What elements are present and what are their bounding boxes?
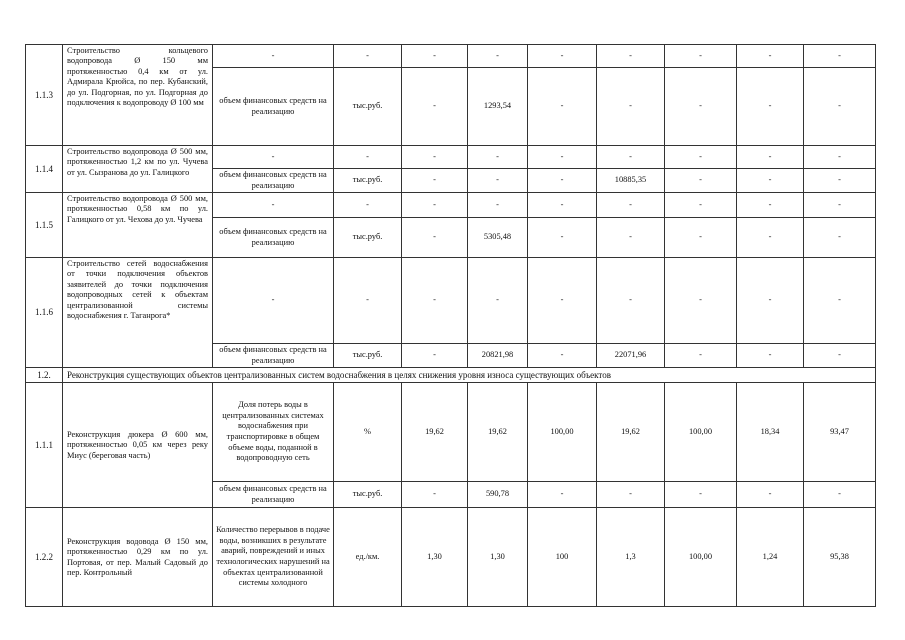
indicator-cell: - xyxy=(213,45,334,68)
value-cell: - xyxy=(665,218,737,258)
unit-cell: тыс.руб. xyxy=(334,482,402,508)
indicator-cell: объем финансовых средств на реализацию xyxy=(213,218,334,258)
program-table xyxy=(25,44,876,607)
value-cell: - xyxy=(804,146,876,169)
value-cell: - xyxy=(402,68,468,146)
value-cell: - xyxy=(468,45,528,68)
unit-cell: тыс.руб. xyxy=(334,218,402,258)
unit-cell: - xyxy=(334,258,402,344)
value-cell: - xyxy=(402,45,468,68)
value-cell: - xyxy=(597,218,665,258)
value-cell: - xyxy=(402,169,468,193)
section-title: Реконструкция существующих объектов централизованных систем водоснабжения в целях снижения уровня износа существующих объектов xyxy=(63,368,876,383)
value-cell: - xyxy=(737,193,804,218)
measure-name: Строительство сетей водоснабжения от точки подключения объектов заявителей до точки подключения водопроводных сетей к объектам централизованной системы водоснабжения г. Таганрога* xyxy=(63,258,213,368)
value-cell: 100,00 xyxy=(528,383,597,482)
value-cell: 100 xyxy=(528,508,597,607)
value-cell: 20821,98 xyxy=(468,344,528,368)
indicator-cell: объем финансовых средств на реализацию xyxy=(213,68,334,146)
value-cell: 18,34 xyxy=(737,383,804,482)
value-cell: - xyxy=(737,169,804,193)
row-number: 1.2.2 xyxy=(26,508,63,607)
value-cell: 1,30 xyxy=(468,508,528,607)
row-number: 1.1.3 xyxy=(26,45,63,146)
unit-cell: тыс.руб. xyxy=(334,344,402,368)
value-cell: - xyxy=(597,45,665,68)
value-cell: - xyxy=(402,146,468,169)
unit-cell: - xyxy=(334,146,402,169)
value-cell: - xyxy=(737,68,804,146)
indicator-cell: - xyxy=(213,146,334,169)
value-cell: 95,38 xyxy=(804,508,876,607)
unit-cell: тыс.руб. xyxy=(334,169,402,193)
value-cell: 1,24 xyxy=(737,508,804,607)
indicator-cell: объем финансовых средств на реализацию xyxy=(213,344,334,368)
indicator-cell: - xyxy=(213,193,334,218)
measure-name: Реконструкция дюкера Ø 600 мм, протяженностью 0,05 км через реку Миус (береговая часть) xyxy=(63,383,213,508)
value-cell: - xyxy=(528,146,597,169)
unit-cell: тыс.руб. xyxy=(334,68,402,146)
value-cell: 19,62 xyxy=(402,383,468,482)
value-cell: 19,62 xyxy=(597,383,665,482)
value-cell: - xyxy=(597,482,665,508)
value-cell: - xyxy=(597,68,665,146)
value-cell: - xyxy=(528,68,597,146)
value-cell: - xyxy=(468,193,528,218)
value-cell: 100,00 xyxy=(665,508,737,607)
value-cell: 19,62 xyxy=(468,383,528,482)
value-cell: - xyxy=(665,344,737,368)
measure-name: Реконструкция водовода Ø 150 мм, протяженностью 0,29 км по ул. Портовая, от пер. Малый Садовый до пер. Контрольный xyxy=(63,508,213,607)
value-cell: - xyxy=(804,45,876,68)
table-row xyxy=(26,193,876,218)
value-cell: 22071,96 xyxy=(597,344,665,368)
value-cell: - xyxy=(665,193,737,218)
value-cell: 590,78 xyxy=(468,482,528,508)
value-cell: - xyxy=(468,258,528,344)
row-number: 1.1.4 xyxy=(26,146,63,193)
section-row xyxy=(26,368,876,383)
table-row xyxy=(26,146,876,169)
value-cell: - xyxy=(665,68,737,146)
value-cell: 1,30 xyxy=(402,508,468,607)
value-cell: - xyxy=(402,344,468,368)
measure-name: Строительство водопровода Ø 500 мм, протяженностью 0,58 км по ул. Галицкого от ул. Чехова до ул. Чучева xyxy=(63,193,213,258)
value-cell: - xyxy=(468,146,528,169)
value-cell: - xyxy=(804,218,876,258)
indicator-cell: объем финансовых средств на реализацию xyxy=(213,482,334,508)
value-cell: - xyxy=(402,218,468,258)
value-cell: - xyxy=(737,218,804,258)
value-cell: - xyxy=(402,482,468,508)
value-cell: - xyxy=(804,258,876,344)
value-cell: - xyxy=(737,146,804,169)
value-cell: - xyxy=(665,258,737,344)
table-row xyxy=(26,508,876,607)
table-row xyxy=(26,258,876,344)
value-cell: - xyxy=(402,193,468,218)
row-number: 1.1.1 xyxy=(26,383,63,508)
value-cell: - xyxy=(468,169,528,193)
value-cell: 93,47 xyxy=(804,383,876,482)
value-cell: - xyxy=(528,482,597,508)
value-cell: - xyxy=(804,482,876,508)
section-number: 1.2. xyxy=(26,368,63,383)
value-cell: - xyxy=(737,258,804,344)
value-cell: - xyxy=(402,258,468,344)
value-cell: - xyxy=(528,258,597,344)
value-cell: - xyxy=(665,169,737,193)
value-cell: - xyxy=(528,193,597,218)
value-cell: - xyxy=(804,169,876,193)
value-cell: - xyxy=(665,45,737,68)
indicator-cell: Доля потерь воды в централизованных системах водоснабжения при транспортировке в общем объеме воды, поданной в водопроводную сеть xyxy=(213,383,334,482)
value-cell: - xyxy=(804,344,876,368)
value-cell: 1293,54 xyxy=(468,68,528,146)
value-cell: - xyxy=(804,193,876,218)
indicator-cell: объем финансовых средств на реализацию xyxy=(213,169,334,193)
value-cell: 1,3 xyxy=(597,508,665,607)
indicator-cell: Количество перерывов в подаче воды, возникших в результате аварий, повреждений и иных технологических нарушений на объектах централизованной системы холодного xyxy=(213,508,334,607)
unit-cell: ед./км. xyxy=(334,508,402,607)
table-row xyxy=(26,383,876,482)
unit-cell: % xyxy=(334,383,402,482)
measure-name: Строительство кольцевого водопровода Ø 150 мм протяженностью 0,4 км от ул. Адмирала Крюйса, по пер. Кубанский, до ул. Подгорная, по ул. Подгорная до подключения к водопроводу Ø 100 мм xyxy=(63,45,213,146)
unit-cell: - xyxy=(334,193,402,218)
value-cell: - xyxy=(528,218,597,258)
value-cell: - xyxy=(597,146,665,169)
value-cell: - xyxy=(737,45,804,68)
value-cell: 10885,35 xyxy=(597,169,665,193)
value-cell: - xyxy=(665,482,737,508)
value-cell: - xyxy=(597,258,665,344)
value-cell: - xyxy=(737,344,804,368)
value-cell: - xyxy=(528,45,597,68)
value-cell: 5305,48 xyxy=(468,218,528,258)
row-number: 1.1.5 xyxy=(26,193,63,258)
value-cell: - xyxy=(597,193,665,218)
row-number: 1.1.6 xyxy=(26,258,63,368)
indicator-cell: - xyxy=(213,258,334,344)
unit-cell: - xyxy=(334,45,402,68)
value-cell: - xyxy=(528,344,597,368)
value-cell: - xyxy=(528,169,597,193)
value-cell: - xyxy=(804,68,876,146)
value-cell: - xyxy=(665,146,737,169)
value-cell: 100,00 xyxy=(665,383,737,482)
value-cell: - xyxy=(737,482,804,508)
measure-name: Строительство водопровода Ø 500 мм, протяженностью 1,2 км по ул. Чучева от ул. Сызранова до ул. Галицкого xyxy=(63,146,213,193)
table-row xyxy=(26,45,876,68)
